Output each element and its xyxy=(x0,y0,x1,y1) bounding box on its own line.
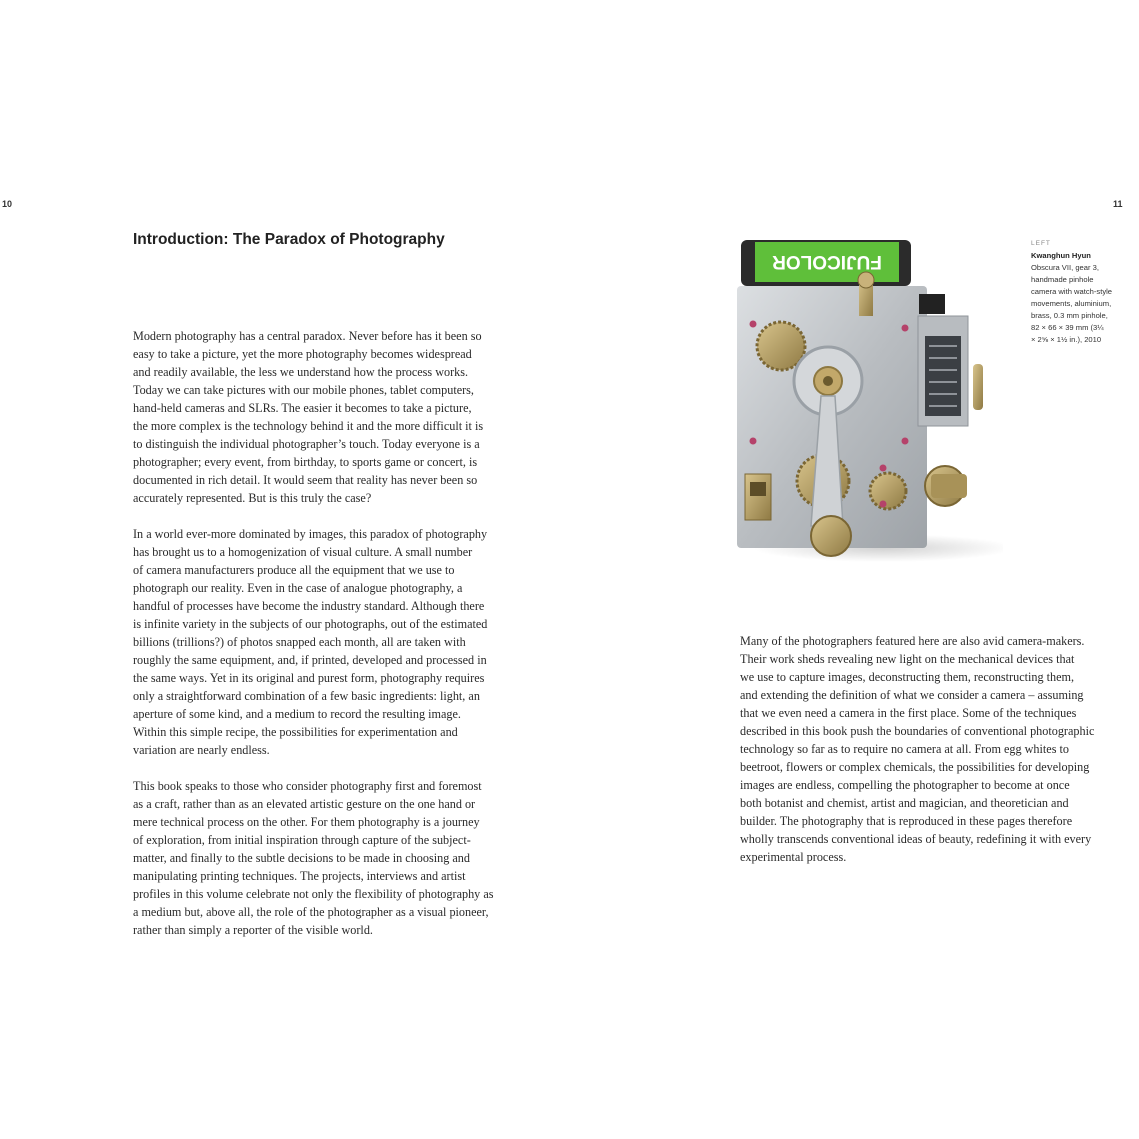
text-line: This book speaks to those who consider photography first and foremost xyxy=(133,779,482,793)
text-line: Today we can take pictures with our mobile phones, tablet computers, xyxy=(133,383,474,397)
text-line: hand-held cameras and SLRs. The easier it becomes to take a picture, xyxy=(133,401,472,415)
text-line: aperture of some kind, and a medium to record the resulting image. xyxy=(133,707,461,721)
caption-line: 82 × 66 × 39 mm (3¼ xyxy=(1031,323,1104,332)
text-line: Many of the photographers featured here are also avid camera-makers. xyxy=(740,634,1085,648)
brass-plate xyxy=(745,474,771,520)
watch-movement xyxy=(925,336,961,416)
text-line: of exploration, from initial inspiration through capture of the subject- xyxy=(133,833,471,847)
text-line: Modern photography has a central paradox. Never before has it been so xyxy=(133,329,482,343)
text-line: rather than simply a reporter of the visible world. xyxy=(133,923,373,937)
text-line: easy to take a picture, yet the more photography becomes widespread xyxy=(133,347,472,361)
text-line: Within this simple recipe, the possibilities for experimentation and xyxy=(133,725,458,739)
text-line: and readily available, the less we understand how the process works. xyxy=(133,365,469,379)
text-line: builder. The photography that is reproduced in these pages therefore xyxy=(740,814,1073,828)
text-line: Their work sheds revealing new light on the mechanical devices that xyxy=(740,652,1075,666)
top-knob xyxy=(858,272,874,288)
text-line: wholly transcends conventional ideas of beauty, redefining it with every xyxy=(740,832,1092,846)
body-paragraph xyxy=(133,777,513,939)
caption-position-label: LEFT xyxy=(1031,240,1051,247)
text-line: matter, and finally to the subtle decisions to be made in choosing and xyxy=(133,851,470,865)
page-number-right: 11 xyxy=(1113,199,1123,209)
caption-line: Obscura VII, gear 3, xyxy=(1031,263,1099,272)
text-line: accurately represented. But is this truly the case? xyxy=(133,491,372,505)
side-lever xyxy=(973,364,983,410)
text-line: a medium but, above all, the role of the photographer as a visual pioneer, xyxy=(133,905,489,919)
chapter-title: Introduction: The Paradox of Photography xyxy=(133,231,445,248)
text-line: the more complex is the technology behind it and the more difficult it is xyxy=(133,419,484,433)
text-line: that we even need a camera in the first place. Some of the techniques xyxy=(740,706,1077,720)
gear-bottom-right xyxy=(870,473,906,509)
text-line: In a world ever-more dominated by images, this paradox of photography xyxy=(133,527,488,541)
caption-line: brass, 0.3 mm pinhole, xyxy=(1031,311,1108,320)
caption-line: camera with watch-style xyxy=(1031,287,1113,296)
text-line: manipulating printing techniques. The projects, interviews and artist xyxy=(133,869,466,883)
text-line: of camera manufacturers produce all the equipment that we use to xyxy=(133,563,455,577)
text-line: documented in rich detail. It would seem that reality has never been so xyxy=(133,473,478,487)
crank-knob xyxy=(811,516,851,556)
caption-line: movements, aluminium, xyxy=(1031,299,1112,308)
text-line: billions (trillions?) of photos snapped each month, all are taken with xyxy=(133,635,466,649)
text-line: and extending the definition of what we consider a camera – assuming xyxy=(740,688,1084,702)
text-line: photographer; every event, from birthday, to sports game or concert, is xyxy=(133,455,478,469)
pinhole xyxy=(823,376,833,386)
text-line: only a straightforward combination of a few basic ingredients: light, an xyxy=(133,689,480,703)
pinhole-camera-photo xyxy=(733,236,1003,566)
camera-clip xyxy=(919,294,945,314)
text-line: has brought us to a homogenization of visual culture. A small number xyxy=(133,545,473,559)
text-line: photograph our reality. Even in the case of analogue photography, a xyxy=(133,581,463,595)
text-line: variation are nearly endless. xyxy=(133,743,270,757)
text-line: the same ways. Yet in its original and purest form, photography requires xyxy=(133,671,485,685)
body-paragraph xyxy=(740,632,1120,866)
brass-plate-mark xyxy=(750,482,766,496)
text-line: as a craft, rather than as an elevated artistic gesture on the one hand or xyxy=(133,797,476,811)
text-line: mere technical process on the other. For them photography is a journey xyxy=(133,815,480,829)
text-line: we use to capture images, deconstructing them, reconstructing them, xyxy=(740,670,1075,684)
photo-caption xyxy=(1031,238,1126,346)
text-line: to distinguish the individual photographer’s touch. Today everyone is a xyxy=(133,437,480,451)
left-column-text xyxy=(133,327,513,957)
text-line: is infinite variety in the subjects of our photographs, out of the estimated xyxy=(133,617,488,631)
text-line: images are endless, compelling the photographer to become at once xyxy=(740,778,1070,792)
text-line: roughly the same equipment, and, if printed, developed and processed in xyxy=(133,653,487,667)
caption-line: handmade pinhole xyxy=(1031,275,1094,284)
film-brand-text: FUJICOLOR xyxy=(772,251,882,272)
text-line: beetroot, flowers or complex chemicals, the possibilities for developing xyxy=(740,760,1090,774)
caption-line: × 2⅝ × 1½ in.), 2010 xyxy=(1031,335,1102,344)
text-line: experimental process. xyxy=(740,850,847,864)
caption-artist-name: Kwanghun Hyun xyxy=(1031,251,1091,260)
text-line: both botanist and chemist, artist and magician, and theoretician and xyxy=(740,796,1069,810)
right-column-text xyxy=(740,632,1120,884)
side-knob-barrel xyxy=(931,474,967,498)
text-line: handful of processes have become the industry standard. Although there xyxy=(133,599,485,613)
body-paragraph xyxy=(133,327,513,507)
text-line: technology so far as to require no camera at all. From egg whites to xyxy=(740,742,1069,756)
text-line: described in this book push the boundaries of conventional photographic xyxy=(740,724,1095,738)
page-number-left: 10 xyxy=(2,199,13,209)
text-line: profiles in this volume celebrate not only the flexibility of photography as xyxy=(133,887,494,901)
body-paragraph xyxy=(133,525,513,759)
